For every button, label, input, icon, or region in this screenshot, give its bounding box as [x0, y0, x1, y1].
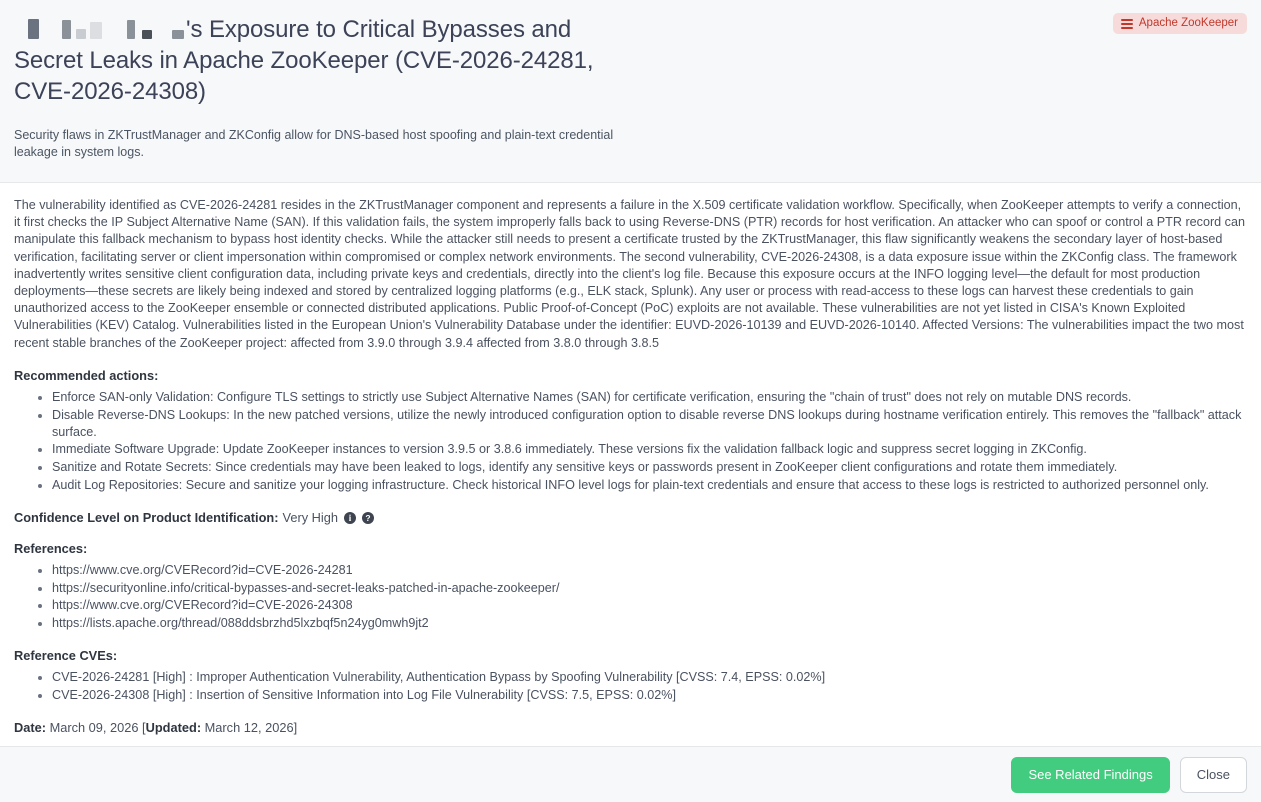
confidence-level-value: Very High — [282, 510, 338, 526]
close-button[interactable]: Close — [1180, 757, 1247, 793]
list-item — [52, 580, 1247, 597]
date-row: Date: March 09, 2026 [Updated: March 12, 2026] — [14, 720, 298, 736]
reference-cves-heading: Reference CVEs: — [14, 648, 118, 664]
status-badge[interactable] — [1113, 13, 1247, 34]
reference-link[interactable]: https://www.cve.org/CVERecord?id=CVE-2026-24308 — [52, 598, 353, 613]
list-item: • Enforce SAN-only Validation: Configure TLS settings to strictly use Subject Alternative Names (SAN) for certificate verification, ensuring the "chain of trust" does not rely on mutable DNS records. — [52, 389, 1247, 406]
product-badge-label: Apache ZooKeeper — [1138, 17, 1238, 29]
reference-link[interactable]: https://lists.apache.org/thread/088ddsbrzhd5lxzbqf5n24yg0mwh9jt2 — [52, 616, 429, 631]
references-heading: References: — [14, 541, 88, 557]
list-item: • Sanitize and Rotate Secrets: Since credentials may have been leaked to logs, identify any sensitive keys or passwords present in ZooKeeper client configurations and rotate them immediately. — [52, 459, 1247, 476]
reference-link[interactable]: https://www.cve.org/CVERecord?id=CVE-2026-24281 — [52, 563, 353, 578]
question-circle-icon[interactable]: ? — [362, 512, 374, 524]
confidence-level-row — [14, 510, 1247, 525]
modal-footer — [0, 747, 1261, 802]
page-subtitle: Security flaws in ZKTrustManager and ZKConfig allow for DNS-based host spoofing and plain-text credential leakage in system logs. — [14, 128, 614, 159]
list-item — [52, 562, 1247, 579]
stack-lines-icon — [1121, 19, 1133, 29]
page-title — [14, 14, 634, 107]
info-circle-icon[interactable]: i — [344, 512, 356, 524]
page-title-text: 's Exposure to Critical Bypasses and Secret Leaks in Apache ZooKeeper (CVE-2026-24281, CVE-2026-24308) — [14, 16, 594, 105]
redacted-company-name — [14, 17, 186, 39]
date-label: Date: — [14, 720, 46, 736]
list-item — [52, 597, 1247, 614]
reference-cves-list — [14, 669, 1247, 704]
references-list — [14, 562, 1247, 632]
recommended-actions-heading: Recommended actions: — [14, 367, 159, 383]
list-item: • Immediate Software Upgrade: Update ZooKeeper instances to version 3.9.5 or 3.8.6 immediately. These versions fix the validation fallback logic and suppress secret logging in ZKConfig. — [52, 441, 1247, 458]
list-item: • CVE-2026-24308 [High] : Insertion of Sensitive Information into Log File Vulnerability [CVSS: 7.5, EPSS: 0.02%] — [52, 687, 1247, 704]
list-item: • Audit Log Repositories: Secure and sanitize your logging infrastructure. Check historical INFO level logs for plain-text credentials and ensure that access to these logs is restricted to authorized personnel only. — [52, 477, 1247, 494]
vulnerability-description: The vulnerability identified as CVE-2026-24281 resides in the ZKTrustManager component and represents a failure in the X.509 certificate validation workflow. Specifically, when ZooKeeper attempts to verify a connection, it first checks the IP Subject Alternative Name (SAN). If this validation fails, the system improperly falls back to using Reverse-DNS (PTR) records for host verification. An attacker who can spoof or control a PTR record can manipulate this fallback mechanism to bypass host identity checks. While the attacker still needs to present a certificate trusted by the ZKTrustManager, this flaw significantly weakens the secondary layer of host-based verification, facilitating server or client impersonation within compromised or complex network environments. The second vulnerability, CVE-2026-24308, is a data exposure issue within the ZKConfig class. The framework inadvertently writes sensitive client configuration data, including private keys and credentials, directly into the client's log file. Because this exposure occurs at the INFO logging level—the default for most production deployments—these secrets are likely being indexed and stored by centralized logging platforms (e.g., ELK stack, Splunk). Any user or process with read-access to these logs can harvest these credentials to gain unauthorized access to the ZooKeeper ensemble or connected distributed applications. Public Proof-of-Concept (PoC) exploits are not available. These vulnerabilities are not yet listed in CISA's Known Exploited Vulnerabilities (KEV) Catalog. Vulnerabilities listed in the European Union's Vulnerability Database under the identifier: EUVD-2026-10139 and EUVD-2026-10140. Affected Versions: The vulnerabilities impact the two most recent stable branches of the ZooKeeper project: affected from 3.9.0 through 3.9.4 affected from 3.8.0 through 3.8.5 — [14, 198, 1245, 350]
updated-value: March 12, 2026 — [204, 720, 294, 736]
see-related-findings-button[interactable]: See Related Findings — [1011, 757, 1169, 793]
confidence-level-label: Confidence Level on Product Identification: — [14, 510, 279, 526]
modal-body[interactable] — [0, 182, 1261, 747]
recommended-actions-list — [14, 389, 1247, 494]
reference-link[interactable]: https://securityonline.info/critical-bypasses-and-secret-leaks-patched-in-apache-zookeeper/ — [52, 580, 560, 595]
list-item — [52, 615, 1247, 632]
modal-header — [0, 0, 1261, 182]
list-item: • Disable Reverse-DNS Lookups: In the new patched versions, utilize the newly introduced configuration option to disable reverse DNS lookups during hostname verification entirely. This removes the "fallback" attack surface. — [52, 407, 1247, 441]
updated-label: Updated: — [145, 720, 202, 736]
list-item: • CVE-2026-24281 [High] : Improper Authentication Vulnerability, Authentication Bypass by Spoofing Vulnerability [CVSS: 7.4, EPSS: 0.02%] — [52, 669, 1247, 686]
date-value: March 09, 2026 — [49, 720, 139, 736]
